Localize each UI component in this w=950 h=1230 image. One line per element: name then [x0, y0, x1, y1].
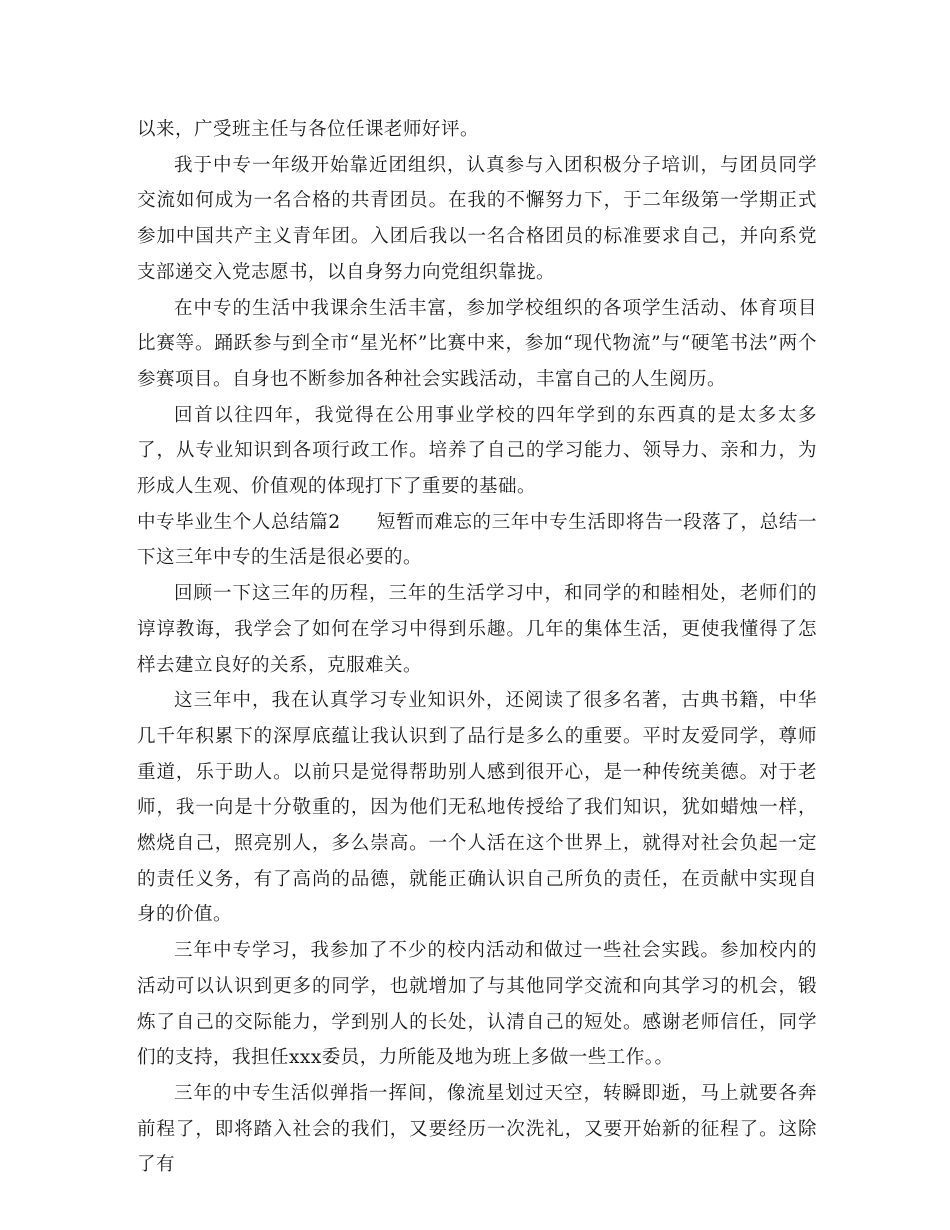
section-title: 中专毕业生个人总结篇2: [137, 511, 341, 533]
paragraph-looking-back: 回首以往四年，我觉得在公用事业学校的四年学到的东西真的是太多太多了，从专业知识到各项行政工作。培养了自己的学习能力、领导力、亲和力，为形成人生观、价值观的体现打下了重要的基础。: [137, 404, 817, 498]
paragraph-review: 回顾一下这三年的历程，三年的生活学习中，和同学的和睦相处，老师们的谆谆教诲，我学会了如何在学习中得到乐趣。几年的集体生活，更使我懂得了怎样去建立良好的关系，克服难关。: [137, 583, 817, 676]
paragraph-extracurricular: 在中专的生活中我课余生活丰富，参加学校组织的各项学生活动、体育项目比赛等。踊跃参与到全市“星光杯”比赛中来，参加“现代物流”与“硬笔书法”两个参赛项目。自身也不断参加各种社会实践活动，丰富自己的人生阅历。: [137, 297, 817, 390]
paragraph-farewell: 三年的中专生活似弹指一挥间，像流星划过天空，转瞬即逝，马上就要各奔前程了，即将踏入社会的我们，又要经历一次洗礼，又要开始新的征程了。这除了有: [137, 1082, 817, 1176]
continued-paragraph: 以来，广受班主任与各位任课老师好评。: [137, 119, 480, 140]
section-intro: 短暂而难忘的三年中专生活即将告一段落了，总结一下这三年中专的生活是很必要的。: [137, 511, 817, 569]
paragraph-joining-league: 我于中专一年级开始靠近团组织，认真参与入团积极分子培训，与团员同学交流如何成为一名合格的共青团员。在我的不懈努力下，于二年级第一学期正式参加中国共产主义青年团。入团后我以一名合格团员的标准要求自己，并向系党支部递交入党志愿书，以自身努力向党组织靠拢。: [137, 154, 817, 283]
paragraph-activities: 三年中专学习，我参加了不少的校内活动和做过一些社会实践。参加校内的活动可以认识到更多的同学，也就增加了与其他同学交流和向其学习的机会，锻炼了自己的交际能力，学到别人的长处，认清自己的短处。感谢老师信任，同学们的支持，我担任xxx委员，力所能及地为班上多做一些工作。。: [137, 940, 817, 1069]
document-body: [137, 112, 817, 1183]
section-heading-paragraph: [137, 505, 817, 576]
paragraph-reading-character: 这三年中，我在认真学习专业知识外，还阅读了很多名著，古典书籍，中华几千年积累下的深厚底蕴让我认识到了品行是多么的重要。平时友爱同学，尊师重道，乐于助人。以前只是觉得帮助别人感到很开心，是一种传统美德。对于老师，我一向是十分敬重的，因为他们无私地传授给了我们知识，犹如蜡烛一样，燃烧自己，照亮别人，多么崇高。一个人活在这个世界上，就得对社会负起一定的责任义务，有了高尚的品德，就能正确认识自己所负的责任，在贡献中实现自身的价值。: [137, 690, 817, 926]
